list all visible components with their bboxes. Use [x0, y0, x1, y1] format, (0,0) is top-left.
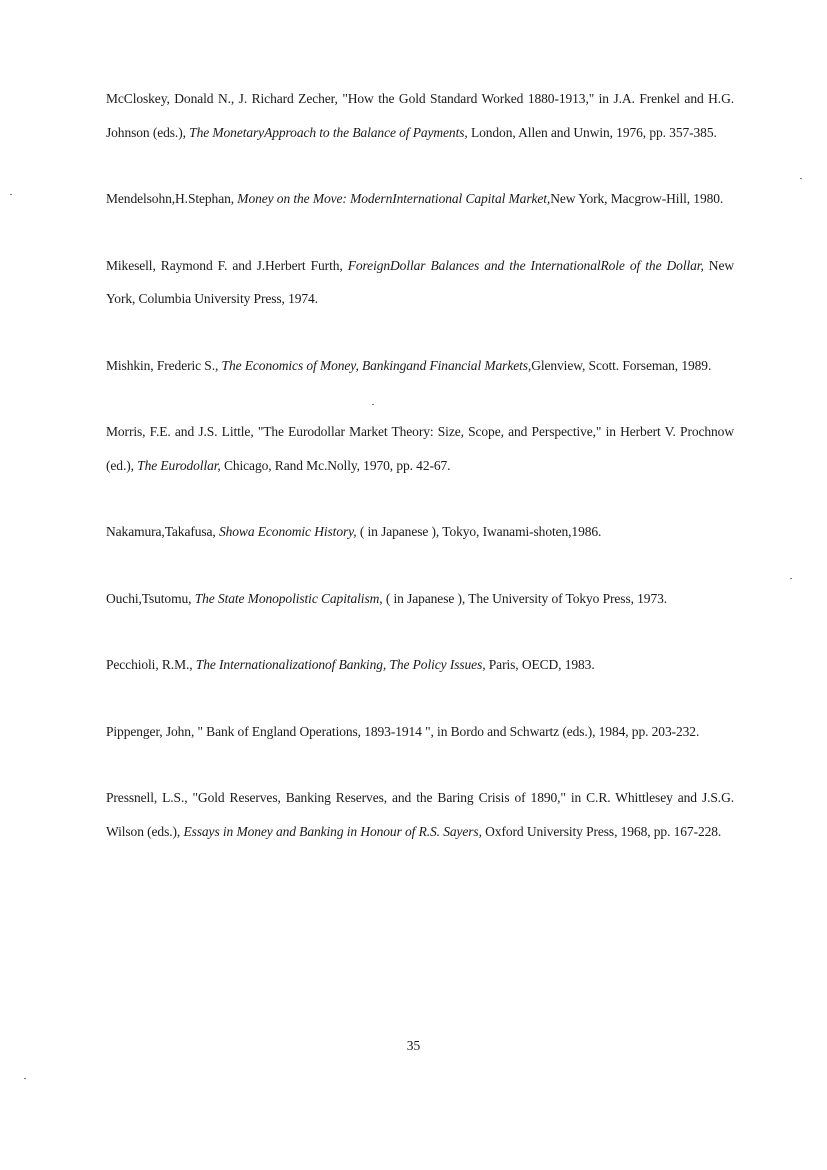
reference-entry: [106, 82, 734, 149]
reference-authors: Pressnell, L.S., "Gold Reserves, Banking Reserves, and the Baring Crisis of 1890," in C.R. Whittlesey and J.S.G. Wilson (eds.),: [106, 790, 734, 839]
reference-publication: New York, Columbia University Press, 1974.: [106, 257, 734, 306]
scan-speck: [10, 194, 12, 195]
reference-authors: Pecchioli, R.M.,: [106, 657, 196, 672]
reference-authors: Mikesell, Raymond F. and J.Herbert Furth,: [106, 257, 348, 273]
reference-entry: [106, 349, 734, 383]
reference-entry: [106, 648, 734, 682]
reference-title: Essays in Money and Banking in Honour of R.S. Sayers,: [183, 823, 482, 839]
reference-title: ForeignDollar Balances and the InternationalRole of the Dollar,: [347, 257, 704, 273]
reference-title: The MonetaryApproach to the Balance of Payments,: [189, 124, 468, 140]
reference-authors: McCloskey, Donald N., J. Richard Zecher, "How the Gold Standard Worked 1880-1913," in J.A. Frenkel and H.G. Johnson (eds.),: [106, 91, 734, 140]
reference-title: The Economics of Money, Bankingand Financial Markets,: [221, 357, 532, 373]
reference-title: Money on the Move: ModernInternational Capital Market,: [237, 191, 551, 206]
scan-speck: [800, 178, 802, 179]
reference-title: Showa Economic History,: [218, 524, 357, 539]
reference-entry: [106, 582, 734, 616]
reference-publication: ( in Japanese ), The University of Tokyo Press, 1973.: [382, 590, 668, 606]
reference-title: The Internationalizationof Banking, The Policy Issues,: [195, 657, 486, 672]
reference-authors: Pippenger, John, " Bank of England Operations, 1893-1914 ", in Bordo and Schwartz (eds.), 1984, pp. 203-232.: [106, 723, 700, 739]
reference-authors: Morris, F.E. and J.S. Little, "The Eurodollar Market Theory: Size, Scope, and Perspective," in Herbert V. Prochnow (ed.),: [106, 424, 734, 473]
scan-speck: [790, 578, 792, 579]
reference-entry: [106, 715, 734, 749]
reference-entry: [106, 515, 734, 549]
reference-list: [106, 82, 734, 881]
reference-publication: Glenview, Scott. Forseman, 1989.: [531, 357, 712, 373]
reference-publication: Chicago, Rand Mc.Nolly, 1970, pp. 42-67.: [220, 457, 451, 473]
reference-entry: [106, 781, 734, 848]
reference-entry: [106, 415, 734, 482]
reference-authors: Mishkin, Frederic S.,: [106, 357, 222, 373]
reference-entry: [106, 249, 734, 316]
reference-entry: [106, 182, 734, 216]
reference-authors: Ouchi,Tsutomu,: [106, 590, 195, 606]
scan-speck: [24, 1078, 26, 1079]
reference-title: The Eurodollar,: [137, 457, 221, 473]
page-number: 35: [406, 1038, 421, 1053]
reference-authors: Nakamura,Takafusa,: [106, 524, 219, 539]
reference-title: The State Monopolistic Capitalism,: [194, 590, 383, 606]
reference-publication: ( in Japanese ), Tokyo, Iwanami-shoten,1986.: [356, 524, 602, 539]
reference-authors: Mendelsohn,H.Stephan,: [106, 191, 238, 206]
reference-publication: London, Allen and Unwin, 1976, pp. 357-385.: [467, 124, 717, 140]
reference-publication: Oxford University Press, 1968, pp. 167-228.: [481, 823, 722, 839]
reference-publication: Paris, OECD, 1983.: [485, 657, 595, 672]
reference-publication: New York, Macgrow-Hill, 1980.: [550, 191, 724, 206]
